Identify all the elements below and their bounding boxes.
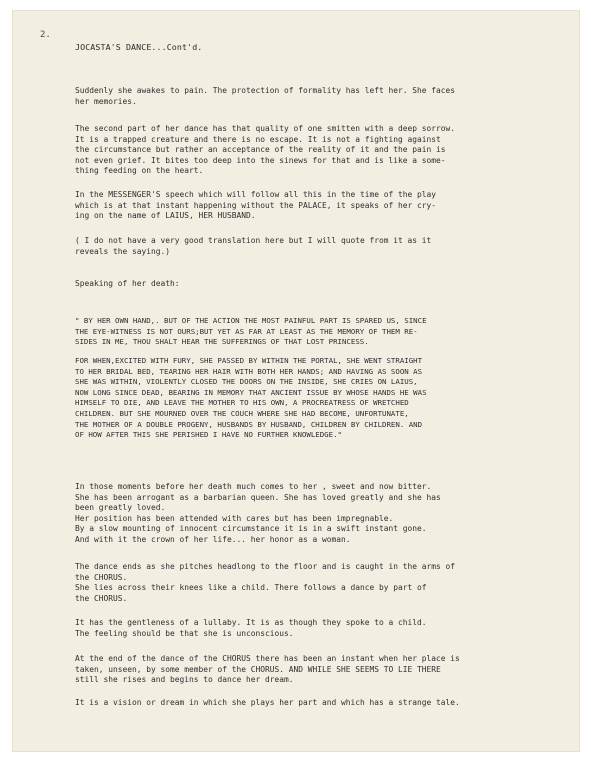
text-line: At the end of the dance of the CHORUS there has been an instant when her place is [75,654,460,663]
page-title: JOCASTA'S DANCE...Cont'd. [75,42,203,52]
text-line: THE MOTHER OF A DOUBLE PROGENY, HUSBANDS BY HUSBAND, CHILDREN BY CHILDREN. AND [75,419,423,429]
text-line: " BY HER OWN HAND,. BUT OF THE ACTION THE MOST PAINFUL PART IS SPARED US, SINCE [75,316,427,325]
text-line: In the MESSENGER'S speech which will follow all this in the time of the play [75,190,437,199]
text-line: TO HER BRIDAL BED, TEARING HER HAIR WITH BOTH HER HANDS; AND HAVING AS SOON AS [75,366,423,376]
text-line: She has been arrogant as a barbarian queen. She has loved greatly and she has [75,492,441,502]
text-line: SIDES IN ME, THOU SHALT HEAR THE SUFFERINGS OF THAT LOST PRINCESS. [75,337,369,347]
text-line: ( I do not have a very good translation here but I will quote from it as it [75,236,432,245]
text-line: It is a vision or dream in which she plays her part and which has a strange tale. [75,698,460,707]
text-line: SHE WAS WITHIN, VIOLENTLY CLOSED THE DOORS ON THE INSIDE, SHE CRIES ON LAIUS, [75,377,418,387]
text-line: not even grief. It bites too deep into the sinews for that and is like a some- [75,155,446,165]
text-line: the circumstance but rather an acceptance of the reality of it and the pain is [75,145,446,155]
text-line: ing on the name of LAIUS, HER HUSBAND. [75,211,256,221]
text-line: FOR WHEN,EXCITED WITH FURY, SHE PASSED BY WITHIN THE PORTAL, SHE WENT STRAIGHT [75,356,423,365]
page-number: 2. [40,30,51,40]
text-line: It has the gentleness of a lullaby. It is as though they spoke to a child. [75,618,427,627]
text-line: the CHORUS. [75,572,128,582]
text-line: been greatly loved. [75,503,166,513]
text-line: which is at that instant happening without the PALACE, it speaks of her cry- [75,200,437,210]
text-line: Speaking of her death: [75,279,180,288]
text-line: Suddenly she awakes to pain. The protection of formality has left her. She faces [75,86,456,95]
text-line: NOW LONG SINCE DEAD, BEARING IN MEMORY THAT ANCIENT ISSUE BY WHOSE HANDS HE WAS [75,387,427,397]
text-line: reveals the saying.) [75,246,171,256]
text-line: The feeling should be that she is unconscious. [75,628,294,638]
text-line: By a slow mounting of innocent circumstance it is in a swift instant gone. [75,524,427,534]
text-line: Her position has been attended with cares but has been impregnable. [75,513,394,523]
text-line: It is a trapped creature and there is no escape. It is not a fighting against [75,134,441,144]
text-line: thing feeding on the heart. [75,166,204,176]
text-line: the CHORUS. [75,593,128,603]
text-line: In those moments before her death much comes to her , sweet and now bitter. [75,482,432,491]
text-line: OF HOW AFTER THIS SHE PERISHED I HAVE NO FURTHER KNOWLEDGE." [75,430,342,440]
text-line: She lies across their knees like a child. There follows a dance by part of [75,583,427,593]
text-line: still she rises and begins to dance her dream. [75,675,294,685]
text-line: her memories. [75,96,137,106]
text-line: The second part of her dance has that quality of one smitten with a deep sorrow. [75,124,456,133]
text-line: THE EYE-WITNESS IS NOT OURS;BUT YET AS FAR AT LEAST AS THE MEMORY OF THEM RE- [75,326,418,336]
text-line: The dance ends as she pitches headlong to the floor and is caught in the arms of [75,562,456,571]
text-line: HIMSELF TO DIE, AND LEAVE THE MOTHER TO HIS OWN, A PROCREATRESS OF WRETCHED [75,398,409,408]
text-line: taken, unseen, by some member of the CHORUS. AND WHILE SHE SEEMS TO LIE THERE [75,664,441,674]
text-line: And with it the crown of her life... her honor as a woman. [75,535,351,544]
text-line: CHILDREN. BUT SHE MOURNED OVER THE COUCH WHERE SHE HAD BECOME, UNFORTUNATE, [75,409,409,418]
